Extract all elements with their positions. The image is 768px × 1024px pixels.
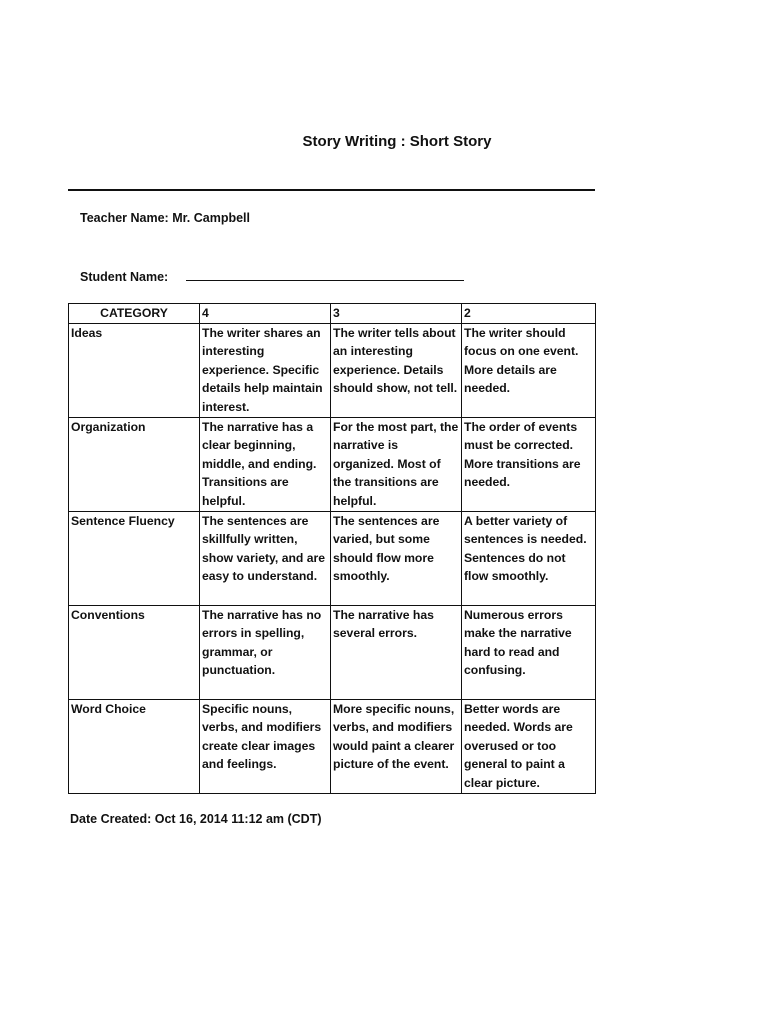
row-cell-score-2: Better words are needed. Words are overused or too general to paint a clear picture. (462, 699, 596, 793)
row-cell-score-4: The narrative has no errors in spelling, grammar, or punctuation. (200, 605, 331, 699)
teacher-name: Mr. Campbell (172, 211, 250, 225)
rubric-header-row (69, 304, 596, 324)
rubric-row-word-choice (69, 699, 596, 793)
date-created: Date Created: Oct 16, 2014 11:12 am (CDT) (70, 812, 322, 826)
row-category: Word Choice (69, 699, 200, 793)
row-cell-score-2: A better variety of sentences is needed. Sentences do not flow smoothly. (462, 511, 596, 605)
row-cell-score-3: For the most part, the narrative is organized. Most of the transitions are helpful. (331, 417, 462, 511)
rubric-row-conventions (69, 605, 596, 699)
teacher-label: Teacher Name: (80, 211, 169, 225)
row-category: Organization (69, 417, 200, 511)
student-name-line (80, 268, 464, 284)
rubric-table (68, 303, 596, 794)
row-cell-score-2: The order of events must be corrected. More transitions are needed. (462, 417, 596, 511)
row-cell-score-4: Specific nouns, verbs, and modifiers create clear images and feelings. (200, 699, 331, 793)
row-cell-score-4: The writer shares an interesting experience. Specific details help maintain interest. (200, 323, 331, 417)
header-score-2: 2 (462, 304, 596, 324)
student-label: Student Name: (80, 270, 169, 284)
row-cell-score-3: The narrative has several errors. (331, 605, 462, 699)
row-cell-score-2: The writer should focus on one event. More details are needed. (462, 323, 596, 417)
header-score-3: 3 (331, 304, 462, 324)
row-category: Ideas (69, 323, 200, 417)
student-name-blank (186, 268, 464, 281)
row-category: Sentence Fluency (69, 511, 200, 605)
row-cell-score-4: The narrative has a clear beginning, middle, and ending. Transitions are helpful. (200, 417, 331, 511)
document-title: Story Writing : Short Story (302, 133, 492, 150)
header-score-4: 4 (200, 304, 331, 324)
rubric-row-sentence-fluency (69, 511, 596, 605)
row-cell-score-3: More specific nouns, verbs, and modifiers would paint a clearer picture of the event. (331, 699, 462, 793)
header-category: CATEGORY (69, 304, 200, 324)
teacher-name-line (80, 211, 250, 225)
row-cell-score-3: The writer tells about an interesting experience. Details should show, not tell. (331, 323, 462, 417)
row-cell-score-4: The sentences are skillfully written, show variety, and are easy to understand. (200, 511, 331, 605)
rubric-row-organization (69, 417, 596, 511)
row-cell-score-2: Numerous errors make the narrative hard to read and confusing. (462, 605, 596, 699)
title-divider (68, 189, 595, 191)
row-cell-score-3: The sentences are varied, but some should flow more smoothly. (331, 511, 462, 605)
row-category: Conventions (69, 605, 200, 699)
rubric-row-ideas (69, 323, 596, 417)
